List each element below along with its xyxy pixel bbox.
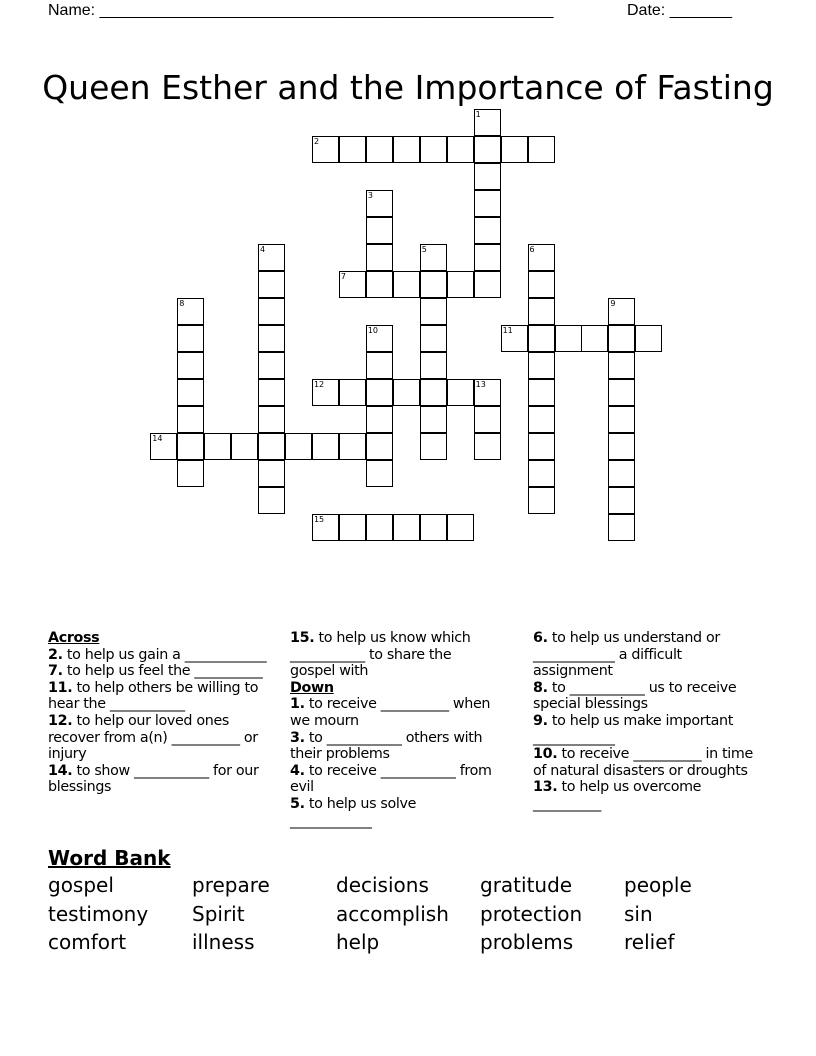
grid-cell[interactable] [177, 352, 204, 379]
grid-cell[interactable] [258, 460, 285, 487]
clue-number-label: 10 [367, 325, 379, 335]
grid-cell[interactable] [474, 271, 501, 298]
grid-cell[interactable] [258, 487, 285, 514]
word-bank-item: accomplish [336, 901, 449, 926]
clue-number-label: 1 [475, 110, 481, 120]
grid-cell[interactable] [474, 190, 501, 217]
grid-cell[interactable] [635, 325, 662, 352]
grid-cell[interactable] [177, 406, 204, 433]
clue-down-13 [533, 779, 758, 812]
grid-cell[interactable] [420, 298, 447, 325]
clue-number-label: 8 [179, 298, 185, 308]
clue-text: to help our loved ones recover from a(n) __________ or injury [48, 712, 258, 763]
grid-cell[interactable] [608, 433, 635, 460]
word-bank-item: problems [480, 930, 574, 954]
grid-cell[interactable] [339, 271, 366, 298]
grid-cell[interactable] [420, 379, 447, 406]
clue-text: to help others be willing to hear the ___________ [48, 679, 259, 713]
clue-number-label: 3 [367, 191, 373, 201]
grid-cell[interactable] [258, 406, 285, 433]
clue-text: to help us understand or ____________ a difficult assignment [533, 630, 720, 680]
clue-number-label: 15 [313, 514, 325, 524]
grid-cell[interactable] [528, 433, 555, 460]
grid-cell[interactable] [420, 406, 447, 433]
clue-number-label: 7 [340, 271, 346, 281]
clue-down-8 [533, 680, 758, 713]
clue-column-3 [533, 630, 758, 813]
grid-cell[interactable] [177, 460, 204, 487]
grid-cell[interactable] [447, 514, 474, 541]
clue-text: to show ___________ for our blessings [48, 762, 259, 796]
clue-number-label: 12 [313, 379, 325, 389]
grid-cell[interactable] [366, 244, 393, 271]
down-heading: Down [290, 679, 334, 696]
grid-cell[interactable] [501, 136, 528, 163]
grid-cell[interactable] [258, 379, 285, 406]
clue-number-label: 13 [475, 379, 486, 389]
word-bank-item: Spirit [192, 901, 245, 926]
grid-cell[interactable] [474, 136, 501, 163]
grid-cell[interactable] [312, 136, 339, 163]
grid-cell[interactable] [608, 352, 635, 379]
word-bank-item: relief [624, 930, 675, 954]
word-bank-title: Word Bank [48, 846, 171, 870]
grid-cell[interactable] [528, 136, 555, 163]
grid-cell[interactable] [474, 109, 501, 136]
grid-cell[interactable] [393, 514, 420, 541]
grid-cell[interactable] [177, 298, 204, 325]
clue-number-label: 5 [421, 245, 427, 254]
grid-cell[interactable] [420, 136, 447, 163]
grid-cell[interactable] [555, 325, 582, 352]
clue-text: to help us overcome __________ [533, 779, 702, 812]
grid-cell[interactable] [528, 244, 555, 271]
page-title: Queen Esther and the Importance of Fasting [42, 68, 774, 108]
grid-cell[interactable] [608, 298, 635, 325]
clue-text: to help us feel the __________ [62, 663, 263, 680]
grid-cell[interactable] [528, 406, 555, 433]
grid-cell[interactable] [474, 433, 501, 460]
grid-cell[interactable] [258, 352, 285, 379]
grid-cell[interactable] [420, 433, 447, 460]
grid-cell[interactable] [528, 325, 555, 352]
clue-across-12 [48, 713, 280, 763]
word-bank-item: help [336, 930, 380, 954]
grid-cell[interactable] [528, 487, 555, 514]
clue-number: 10. [533, 746, 558, 763]
clue-down-9 [533, 713, 758, 746]
grid-cell[interactable] [608, 406, 635, 433]
word-bank-item: prepare [192, 873, 270, 897]
grid-cell[interactable] [474, 244, 501, 271]
grid-cell[interactable] [177, 433, 204, 460]
grid-cell[interactable] [420, 352, 447, 379]
word-bank-item: illness [192, 930, 255, 954]
grid-cell[interactable] [420, 244, 447, 271]
grid-cell[interactable] [366, 460, 393, 487]
clue-number: 15. [290, 630, 315, 646]
clue-text: to help us gain a ____________ [62, 646, 267, 663]
clue-across-15 [290, 630, 495, 680]
grid-cell[interactable] [393, 379, 420, 406]
grid-cell[interactable] [608, 514, 635, 541]
clue-number-label: 6 [529, 245, 535, 254]
clue-number: 11. [48, 679, 73, 696]
grid-cell[interactable] [339, 514, 366, 541]
clue-text: to receive __________ when we mourn [290, 696, 491, 729]
clue-text: to receive __________ in time of natural disasters or droughts [533, 746, 753, 779]
grid-cell[interactable] [366, 325, 393, 352]
clue-number: 3. [290, 729, 305, 746]
grid-cell[interactable] [150, 433, 177, 460]
clue-number: 8. [533, 679, 548, 696]
grid-cell[interactable] [474, 217, 501, 244]
grid-cell[interactable] [528, 460, 555, 487]
grid-cell[interactable] [608, 325, 635, 352]
clue-across-11 [48, 680, 280, 713]
grid-cell[interactable] [393, 136, 420, 163]
grid-cell[interactable] [204, 433, 231, 460]
clue-number: 6. [533, 630, 548, 646]
clue-number-label: 2 [313, 137, 320, 147]
grid-cell[interactable] [339, 433, 366, 460]
grid-cell[interactable] [366, 406, 393, 433]
grid-cell[interactable] [366, 352, 393, 379]
grid-cell[interactable] [608, 379, 635, 406]
grid-cell[interactable] [420, 271, 447, 298]
clue-down-5 [290, 796, 495, 829]
grid-cell[interactable] [339, 136, 366, 163]
clue-number-label: 4 [260, 245, 266, 254]
clue-down-1 [290, 696, 495, 729]
word-bank-item: sin [624, 901, 653, 926]
grid-cell[interactable] [312, 433, 339, 460]
grid-cell[interactable] [258, 244, 285, 271]
word-bank-item: testimony [48, 901, 149, 926]
clue-across-2 [48, 647, 280, 664]
grid-cell[interactable] [420, 325, 447, 352]
grid-cell[interactable] [474, 379, 501, 406]
grid-cell[interactable] [285, 433, 312, 460]
clue-down-10 [533, 746, 758, 779]
grid-cell[interactable] [366, 514, 393, 541]
grid-cell[interactable] [581, 325, 608, 352]
clue-down-6 [533, 630, 758, 680]
grid-cell[interactable] [177, 325, 204, 352]
word-bank-item: gospel [48, 873, 114, 897]
grid-cell[interactable] [447, 136, 474, 163]
clue-across-14 [48, 763, 280, 796]
grid-cell[interactable] [608, 460, 635, 487]
clue-number-label: 9 [610, 298, 616, 308]
clue-text: to ___________ us to receive special blessings [533, 679, 737, 713]
clue-number: 14. [48, 762, 73, 779]
grid-cell[interactable] [528, 298, 555, 325]
word-bank-item: comfort [48, 930, 127, 954]
grid-cell[interactable] [420, 514, 447, 541]
grid-cell[interactable] [447, 271, 474, 298]
clue-text: to help us solve ____________ [290, 795, 417, 829]
grid-cell[interactable] [312, 514, 339, 541]
clue-number: 1. [290, 696, 305, 713]
clue-down-3 [290, 730, 495, 763]
clue-number: 4. [290, 762, 305, 779]
grid-cell[interactable] [474, 163, 501, 190]
across-heading: Across [48, 630, 100, 646]
grid-cell[interactable] [528, 379, 555, 406]
grid-cell[interactable] [177, 379, 204, 406]
grid-cell[interactable] [339, 379, 366, 406]
grid-cell[interactable] [258, 298, 285, 325]
grid-cell[interactable] [366, 433, 393, 460]
date-field[interactable]: Date: _______ [627, 2, 732, 19]
clue-text: to help us make important ____________ [533, 712, 733, 746]
clue-number: 2. [48, 646, 63, 663]
grid-cell[interactable] [447, 379, 474, 406]
grid-cell[interactable] [258, 271, 285, 298]
word-bank-item: gratitude [480, 873, 573, 897]
grid-cell[interactable] [608, 487, 635, 514]
grid-cell[interactable] [366, 217, 393, 244]
grid-cell[interactable] [231, 433, 258, 460]
clue-number-label: 11 [502, 325, 513, 335]
grid-cell[interactable] [393, 271, 420, 298]
grid-cell[interactable] [312, 379, 339, 406]
grid-cell[interactable] [366, 136, 393, 163]
clue-number: 7. [48, 663, 63, 680]
grid-cell[interactable] [528, 271, 555, 298]
grid-cell[interactable] [258, 325, 285, 352]
grid-cell[interactable] [501, 325, 528, 352]
grid-cell[interactable] [366, 190, 393, 217]
clue-text: to receive ___________ from evil [290, 762, 492, 796]
clue-column-2 [290, 630, 495, 829]
grid-cell[interactable] [366, 379, 393, 406]
grid-cell[interactable] [366, 271, 393, 298]
grid-cell[interactable] [528, 352, 555, 379]
clue-text: to ___________ others with their problems [290, 729, 483, 763]
clue-number: 13. [533, 779, 558, 796]
clue-text: to help us know which ___________ to share the gospel with [290, 630, 471, 680]
clue-number: 5. [290, 795, 305, 812]
clue-down-4 [290, 763, 495, 796]
grid-cell[interactable] [474, 406, 501, 433]
clue-across-7 [48, 663, 280, 680]
clue-number-label: 14 [152, 433, 163, 443]
name-field[interactable]: Name: ___________________________________________________ [48, 2, 554, 19]
clue-number: 12. [48, 712, 73, 729]
clue-column-1 [48, 630, 280, 796]
word-bank-item: people [624, 873, 692, 897]
word-bank-item: decisions [336, 873, 429, 897]
grid-cell[interactable] [258, 433, 285, 460]
word-bank-item: protection [480, 901, 583, 926]
clue-number: 9. [533, 712, 548, 729]
